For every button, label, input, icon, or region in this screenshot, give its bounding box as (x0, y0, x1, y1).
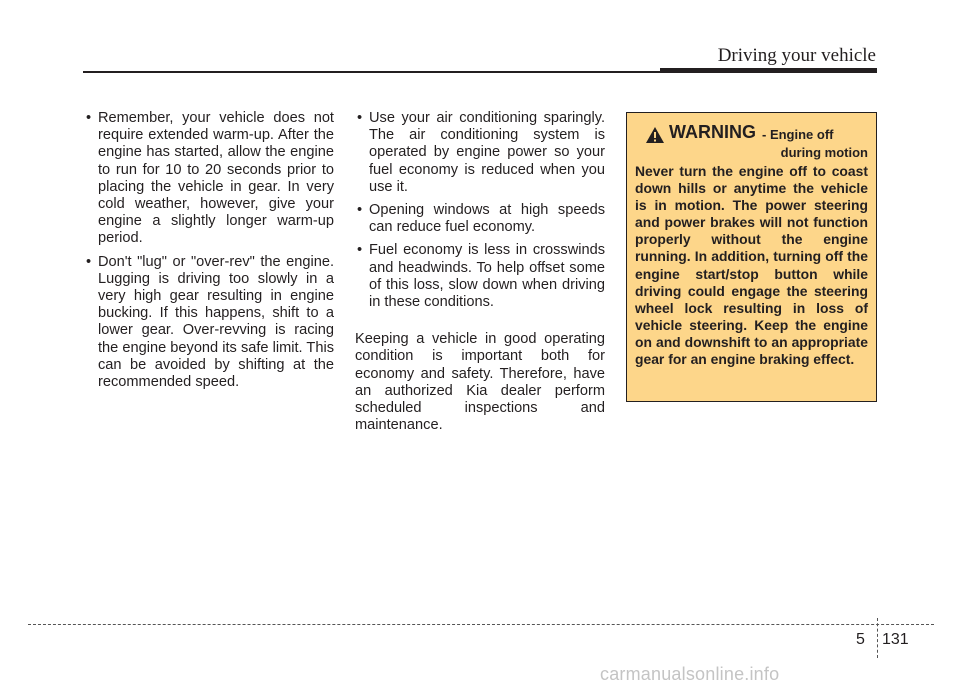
watermark: carmanualsonline.info (600, 664, 780, 684)
header-rule-accent (660, 68, 877, 73)
maintenance-paragraph: Keeping a vehicle in good operating condition is important both for economy and safety. Therefore, have an authorized Kia dealer perform scheduled inspections and maintenance. (355, 331, 605, 434)
bullet-item: • Don't "lug" or "over-rev" the engine. Lugging is driving too slowly in a very high gear resulting in engine bucking. If this happens, shift to a lower gear. Over-revving is racing the engine beyond its safe limit. This can be avoided by shifting at the recommended speed. (84, 254, 334, 392)
middle-column (355, 110, 605, 434)
bullet-item: • Remember, your vehicle does not require extended warm-up. After the engine has started, allow the engine to run for 10 to 20 seconds prior to placing the vehicle in gear. In very cold weather, however, give your engine a slightly longer warm-up period. (84, 110, 334, 248)
warning-header (635, 123, 868, 163)
chapter-number: 5 (856, 631, 865, 648)
footer-rule (28, 624, 934, 625)
warning-box (626, 112, 877, 402)
warning-label: WARNING (669, 122, 756, 142)
section-title: Driving your vehicle (717, 45, 876, 66)
warning-subtitle: - Engine off (762, 127, 834, 142)
bullet-item: • Fuel economy is less in crosswinds and headwinds. To help offset some of this loss, slow down when driving in these conditions. (355, 242, 605, 311)
footer-divider (877, 618, 878, 658)
header-rule (83, 71, 660, 73)
bullet-item: • Use your air conditioning sparingly. The air conditioning system is operated by engine power so your fuel economy is reduced when you use it. (355, 110, 605, 196)
warning-triangle-icon (645, 126, 665, 144)
warning-body: Never turn the engine off to coast down hills or anytime the vehicle is in motion. The power steering and power brakes will not function properly without the engine running. In addition, turning off the engine start/stop button while driving could engage the steering wheel lock resulting in loss of vehicle steering. Keep the engine on and downshift to an appropriate gear for an engine braking effect. (635, 163, 868, 368)
page-number: 131 (882, 631, 909, 648)
middle-bullet-list (355, 110, 605, 311)
bullet-item: • Opening windows at high speeds can reduce fuel economy. (355, 202, 605, 236)
left-bullet-list (84, 110, 334, 391)
warning-subtitle-continued: during motion (780, 145, 868, 160)
left-column (84, 110, 334, 397)
